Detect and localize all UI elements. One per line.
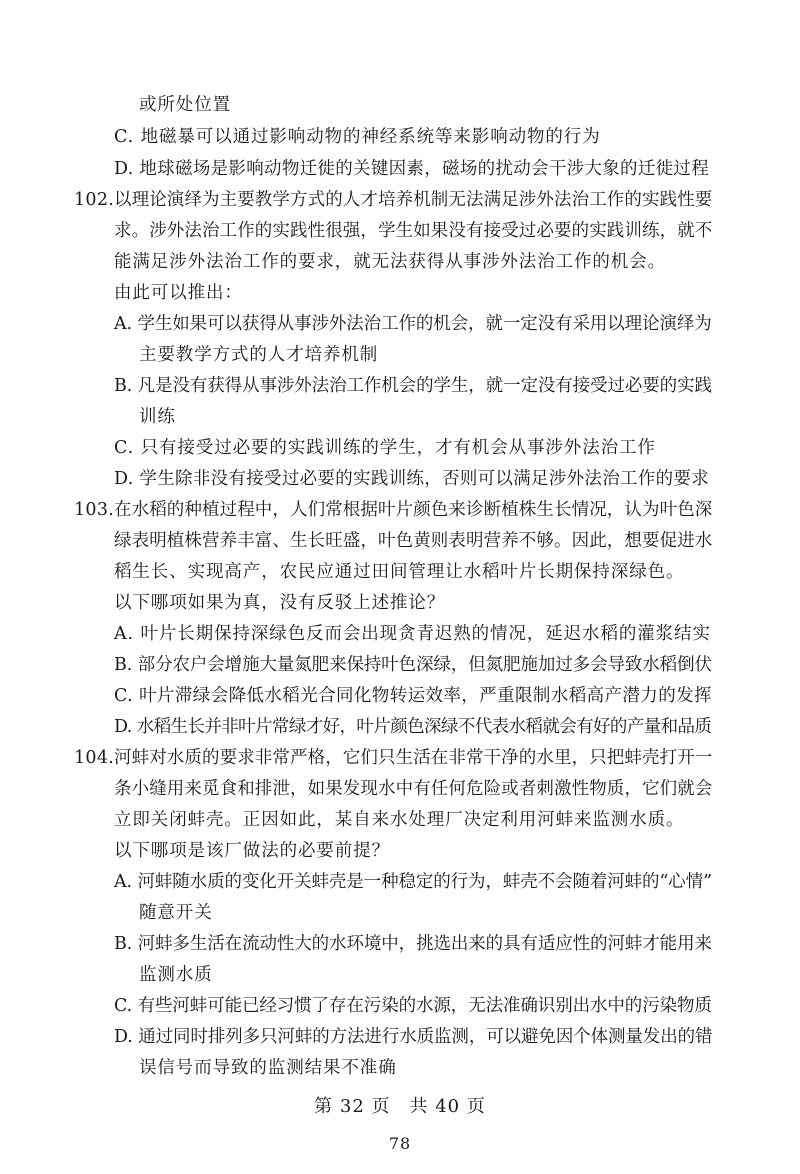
question-103-stem-line: 在水稻的种植过程中，人们常根据叶片颜色来诊断植株生长情况，认为叶色深 <box>114 500 713 520</box>
question-104-option-b: B. 河蚌多生活在流动性大的水环境中，挑选出来的具有适应性的河蚌才能用来 <box>114 934 712 954</box>
question-103-stem-line: 稻生长、实现高产，农民应通过田间管理让水稻叶片长期保持深绿色。 <box>114 562 685 582</box>
question-104-option-a-cont: 随意开关 <box>139 903 213 923</box>
question-102-option-a-cont: 主要教学方式的人才培养机制 <box>139 345 379 365</box>
prev-option-c: C. 地磁暴可以通过影响动物的神经系统等来影响动物的行为 <box>114 127 601 147</box>
question-102-option-b-cont: 训练 <box>139 407 176 427</box>
question-104-option-b-cont: 监测水质 <box>139 965 213 985</box>
question-103-option-d: D. 水稻生长并非叶片常绿才好，叶片颜色深绿不代表水稻就会有好的产量和品质 <box>114 717 712 737</box>
question-104-option-d-cont: 误信号而导致的监测结果不准确 <box>139 1058 397 1078</box>
question-103-prompt: 以下哪项如果为真，没有反驳上述推论？ <box>114 593 446 613</box>
question-104-option-d: D. 通过同时排列多只河蚌的方法进行水质监测，可以避免因个体测量发出的错 <box>114 1027 713 1047</box>
prev-question-continuation: 或所处位置 <box>139 95 231 115</box>
page-number: 78 <box>388 1134 412 1153</box>
question-102-option-d: D. 学生除非没有接受过必要的实践训练，否则可以满足涉外法治工作的要求 <box>114 469 710 489</box>
question-104-stem-line: 立即关闭蚌壳。正因如此，某自来水处理厂决定利用河蚌来监测水质。 <box>114 810 685 830</box>
question-103-option-a: A. 叶片长期保持深绿色反而会出现贪青迟熟的情况，延迟水稻的灌浆结实 <box>114 624 711 644</box>
question-104-prompt: 以下哪项是该厂做法的必要前提？ <box>114 841 390 861</box>
question-104-stem-line: 条小缝用来觅食和排泄，如果发现水中有任何危险或者刺激性物质，它们就会 <box>114 779 713 799</box>
prev-option-d: D. 地球磁场是影响动物迁徙的关键因素，磁场的扰动会干涉大象的迁徙过程 <box>114 159 710 179</box>
question-102-prompt: 由此可以推出： <box>114 283 243 303</box>
question-102-stem-line: 求。涉外法治工作的实践性很强，学生如果没有接受过必要的实践训练，就不 <box>114 221 713 241</box>
question-103-stem-line: 绿表明植株营养丰富、生长旺盛，叶色黄则表明营养不够。因此，想要促进水 <box>114 531 713 551</box>
question-104-option-c: C. 有些河蚌可能已经习惯了存在污染的水源，无法准确识别出水中的污染物质 <box>114 996 712 1016</box>
question-104-option-a: A. 河蚌随水质的变化开关蚌壳是一种稳定的行为，蚌壳不会随着河蚌的“心情” <box>114 872 712 892</box>
question-102-option-a: A. 学生如果可以获得从事涉外法治工作的机会，就一定没有采用以理论演绎为 <box>114 314 712 334</box>
question-102-stem-line: 能满足涉外法治工作的要求，就无法获得从事涉外法治工作的机会。 <box>114 252 666 272</box>
question-103-option-b: B. 部分农户会增施大量氮肥来保持叶色深绿，但氮肥施加过多会导致水稻倒伏 <box>114 655 712 675</box>
question-103-option-c: C. 叶片滞绿会降低水稻光合同化物转运效率，严重限制水稻高产潜力的发挥 <box>114 686 712 706</box>
question-102-number: 102. <box>74 190 115 210</box>
question-103-number: 103. <box>74 500 115 520</box>
page-label: 第 32 页 共 40 页 <box>314 1096 486 1117</box>
question-104-number: 104. <box>74 748 115 768</box>
question-102-option-b: B. 凡是没有获得从事涉外法治工作机会的学生，就一定没有接受过必要的实践 <box>114 376 712 396</box>
question-102-stem-line: 以理论演绎为主要教学方式的人才培养机制无法满足涉外法治工作的实践性要 <box>114 190 713 210</box>
question-102-option-c: C. 只有接受过必要的实践训练的学生，才有机会从事涉外法治工作 <box>114 438 656 458</box>
question-104-stem-line: 河蚌对水质的要求非常严格，它们只生活在非常干净的水里，只把蚌壳打开一 <box>114 748 713 768</box>
